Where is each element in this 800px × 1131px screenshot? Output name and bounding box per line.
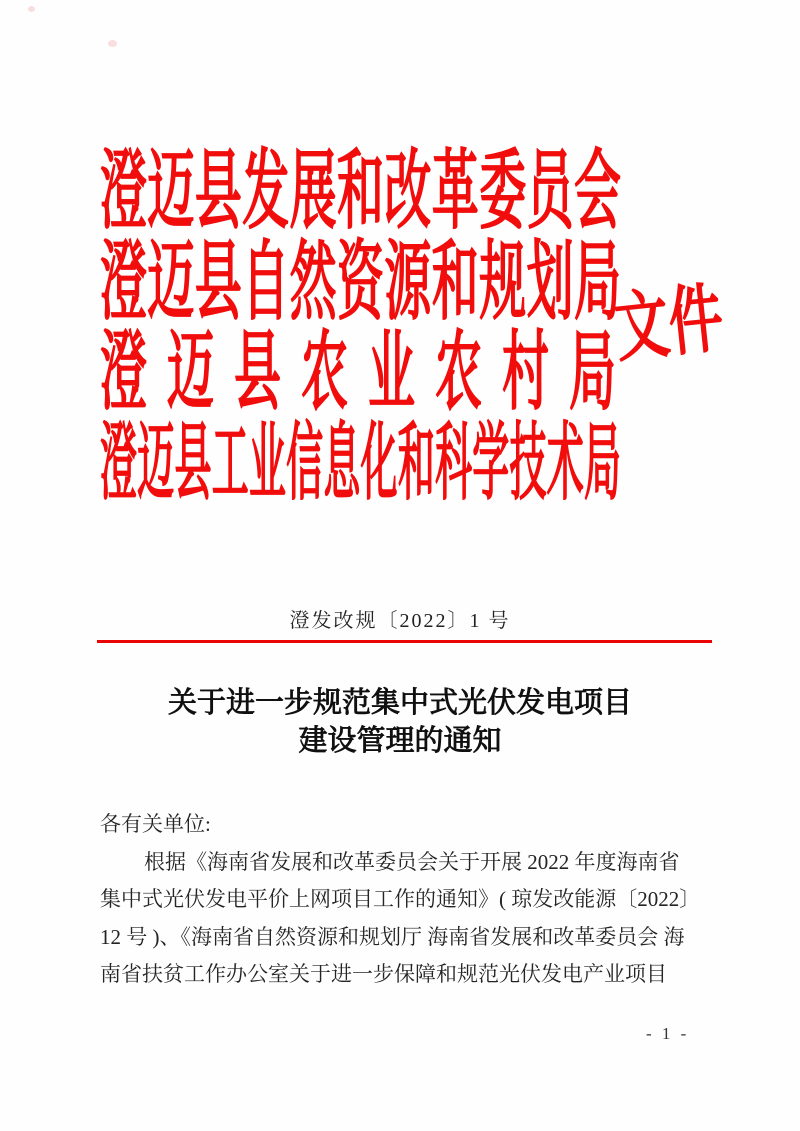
body-line: 12 号 )、《海南省自然资源和规划厅 海南省发展和改革委员会 海 bbox=[100, 924, 685, 949]
red-divider-rule bbox=[97, 640, 712, 643]
scan-speck bbox=[108, 40, 117, 47]
scan-speck bbox=[28, 6, 35, 12]
letterhead-document-label: 文件 bbox=[610, 276, 728, 372]
page-number: - 1 - bbox=[646, 1024, 690, 1043]
document-title-line-2: 建设管理的通知 bbox=[298, 725, 502, 757]
body-line: 南省扶贫工作办公室关于进一步保障和规范光伏发电产业项目 bbox=[100, 962, 667, 986]
document-title-line-1: 关于进一步规范集中式光伏发电项目 bbox=[167, 687, 632, 719]
document-body bbox=[100, 806, 712, 994]
letterhead-agency-4: 澄迈县工业信息化和科学技术局 bbox=[100, 418, 621, 513]
letterhead-agency-2: 澄迈县自然资源和规划局 bbox=[100, 235, 621, 332]
body-line: 集中式光伏发电平价上网项目工作的通知》( 琼发改能源〔2022〕 bbox=[100, 887, 701, 911]
document-title bbox=[0, 684, 800, 760]
document-number: 澄发改规〔2022〕1 号 bbox=[289, 610, 511, 632]
body-line: 根据《海南省发展和改革委员会关于开展 2022 年度海南省 bbox=[144, 849, 680, 874]
letterhead-agency-3: 澄迈县农业农村局 bbox=[100, 325, 636, 422]
letterhead-agency-1: 澄迈县发展和改革委员会 bbox=[100, 144, 621, 241]
salutation: 各有关单位: bbox=[100, 812, 211, 836]
